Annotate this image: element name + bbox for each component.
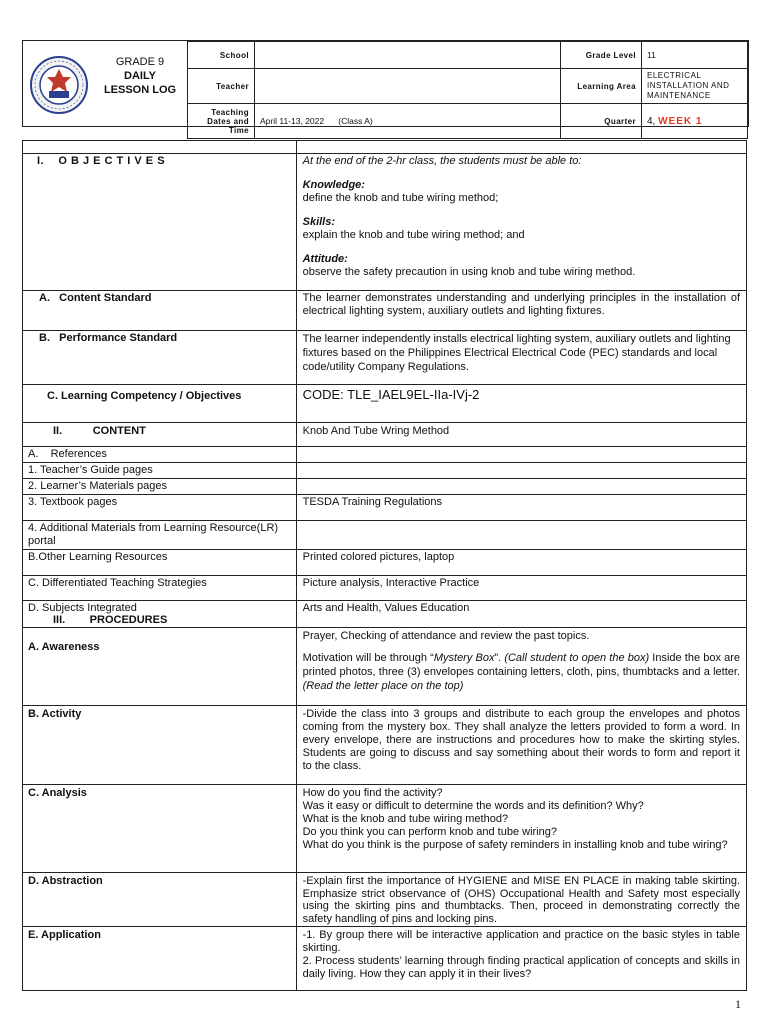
other-resources-label: B.Other Learning Resources	[23, 550, 297, 576]
application-cell	[296, 927, 746, 991]
page-number: 1	[735, 997, 741, 1011]
analysis-q4: Do you think you can perform knob and tube wiring?	[302, 826, 557, 838]
learning-area-value: ELECTRICAL INSTALLATION AND MAINTENANCE	[642, 69, 748, 104]
application-label: E. Application	[23, 927, 297, 991]
teacher-value	[255, 69, 561, 104]
awareness-label: A. Awareness	[23, 628, 297, 706]
awareness-read-note: (Read the letter place on the top)	[302, 680, 464, 692]
awareness-text-e: Inside the box are printed photos, three (3) envelopes containing letters, cloth, pins, thumbtacks and a letter.	[302, 652, 741, 678]
school-value	[255, 42, 561, 69]
learners-materials-label: 2. Learner’s Materials pages	[23, 479, 297, 495]
procedures-label: III. PROCEDURES	[53, 614, 168, 626]
analysis-cell	[296, 785, 746, 873]
grade-level-label: Grade Level	[561, 42, 642, 69]
content-label: II. CONTENT	[23, 423, 297, 447]
differentiated-value: Picture analysis, Interactive Practice	[296, 576, 746, 601]
application-item1: -1. By group there will be interactive application and practice on the basic styles in table skirting.	[302, 929, 740, 954]
competency-code: CODE: TLE_IAEL9EL-IIa-IVj-2	[296, 385, 746, 423]
references-label: A. References	[23, 447, 297, 463]
quarter-number: 4,	[647, 115, 656, 127]
activity-text: -Divide the class into 3 groups and distribute to each group the envelopes and photos coming from the mystery box. They shall analyze the letters provided to form a word. In every envelope, there are instructions and procedures how to make the skirting styles. Students are going to discuss and say something about their words to form and report it to the class.	[296, 706, 746, 785]
blank-cell	[296, 447, 746, 463]
knowledge-label: Knowledge:	[302, 179, 365, 191]
objectives-heading: I. O B J E C T I V E S	[23, 154, 297, 291]
awareness-cell	[296, 628, 746, 706]
awareness-text-a: Motivation will be through “	[302, 652, 434, 664]
content-standard-text: The learner demonstrates understanding and underlying principles in the installation of electrical lighting system, auxiliary outlets and lighting fixtures.	[296, 291, 746, 331]
skills-label: Skills:	[302, 216, 336, 228]
blank-cell	[296, 521, 746, 550]
knowledge-text: define the knob and tube wiring method;	[302, 192, 499, 204]
analysis-label: C. Analysis	[23, 785, 297, 873]
lesson-log-label: LESSON LOG	[103, 84, 177, 96]
quarter-label: Quarter	[561, 104, 642, 139]
school-label: School	[188, 42, 255, 69]
application-item2: 2. Process students’ learning through finding practical application of concepts and skills in daily living. How they can apply it in their lives?	[302, 955, 740, 980]
awareness-paragraph	[303, 651, 740, 693]
header-box	[22, 40, 749, 135]
attitude-text: observe the safety precaution in using knob and tube wiring method.	[302, 266, 636, 278]
blank-cell	[296, 463, 746, 479]
awareness-mystery-box: Mystery Box	[433, 652, 495, 664]
abstraction-label: D. Abstraction	[23, 873, 297, 927]
dates-label: Teaching Dates and Time	[188, 104, 255, 139]
other-resources-value: Printed colored pictures, laptop	[296, 550, 746, 576]
competency-label: C. Learning Competency / Objectives	[23, 385, 297, 423]
quarter-value	[642, 104, 748, 139]
awareness-instruction: (Call student to open the box)	[504, 652, 650, 664]
objectives-cell	[296, 154, 746, 291]
textbook-label: 3. Textbook pages	[23, 495, 297, 521]
teachers-guide-label: 1. Teacher’s Guide pages	[23, 463, 297, 479]
differentiated-label: C. Differentiated Teaching Strategies	[23, 576, 297, 601]
blank-cell	[296, 479, 746, 495]
subjects-label: D. Subjects Integrated	[28, 602, 137, 614]
deped-seal-icon	[29, 55, 89, 115]
abstraction-text: -Explain first the importance of HYGIENE and MISE EN PLACE in making table skirting. Emphasize strict observance of (OHS) Occupational Health and Safety most especially using the skirting pins and thumbtacks. Then, proceed in demonstrating correctly the safety handling of pins and locking pins.	[296, 873, 746, 927]
teacher-label: Teacher	[188, 69, 255, 104]
textbook-value: TESDA Training Regulations	[296, 495, 746, 521]
performance-standard-label: B. Performance Standard	[23, 331, 297, 385]
quarter-week: WEEK 1	[658, 115, 703, 127]
content-standard-label: A. Content Standard	[23, 291, 297, 331]
analysis-q3: What is the knob and tube wiring method?	[302, 813, 509, 825]
grade-level-value: 11	[642, 42, 748, 69]
objectives-intro: At the end of the 2-hr class, the students must be able to:	[302, 155, 582, 167]
additional-materials-label: 4. Additional Materials from Learning Resource(LR) portal	[23, 521, 297, 550]
subjects-value: Arts and Health, Values Education	[296, 601, 746, 628]
attitude-label: Attitude:	[302, 253, 348, 265]
skills-text: explain the knob and tube wiring method; and	[302, 229, 525, 241]
blank-cell	[296, 141, 746, 154]
performance-standard-text: The learner independently installs electrical lighting system, auxiliary outlets and lighting fixtures based on the Philippines Electrical Electrical Code (PEC) standards and local code/utility Company Regulations.	[296, 331, 746, 385]
daily-label: DAILY	[124, 70, 156, 82]
analysis-q1: How do you find the activity?	[302, 787, 443, 799]
awareness-line1: Prayer, Checking of attendance and review the past topics.	[302, 630, 590, 642]
lesson-log-table	[22, 140, 747, 991]
activity-label: B. Activity	[23, 706, 297, 785]
subjects-cell	[23, 601, 297, 628]
dates-value: April 11-13, 2022 (Class A)	[255, 104, 561, 139]
header-title-block	[23, 41, 187, 126]
header-info-table	[187, 41, 748, 139]
blank-cell	[23, 141, 297, 154]
awareness-text-c: ”.	[494, 652, 505, 664]
content-text: Knob And Tube Wring Method	[296, 423, 746, 447]
analysis-q2: Was it easy or difficult to determine the words and its definition? Why?	[302, 800, 644, 812]
analysis-q5: What do you think is the purpose of safety reminders in installing knob and tube wiring?	[302, 839, 728, 851]
learning-area-label: Learning Area	[561, 69, 642, 104]
grade-label: GRADE 9	[115, 56, 165, 68]
